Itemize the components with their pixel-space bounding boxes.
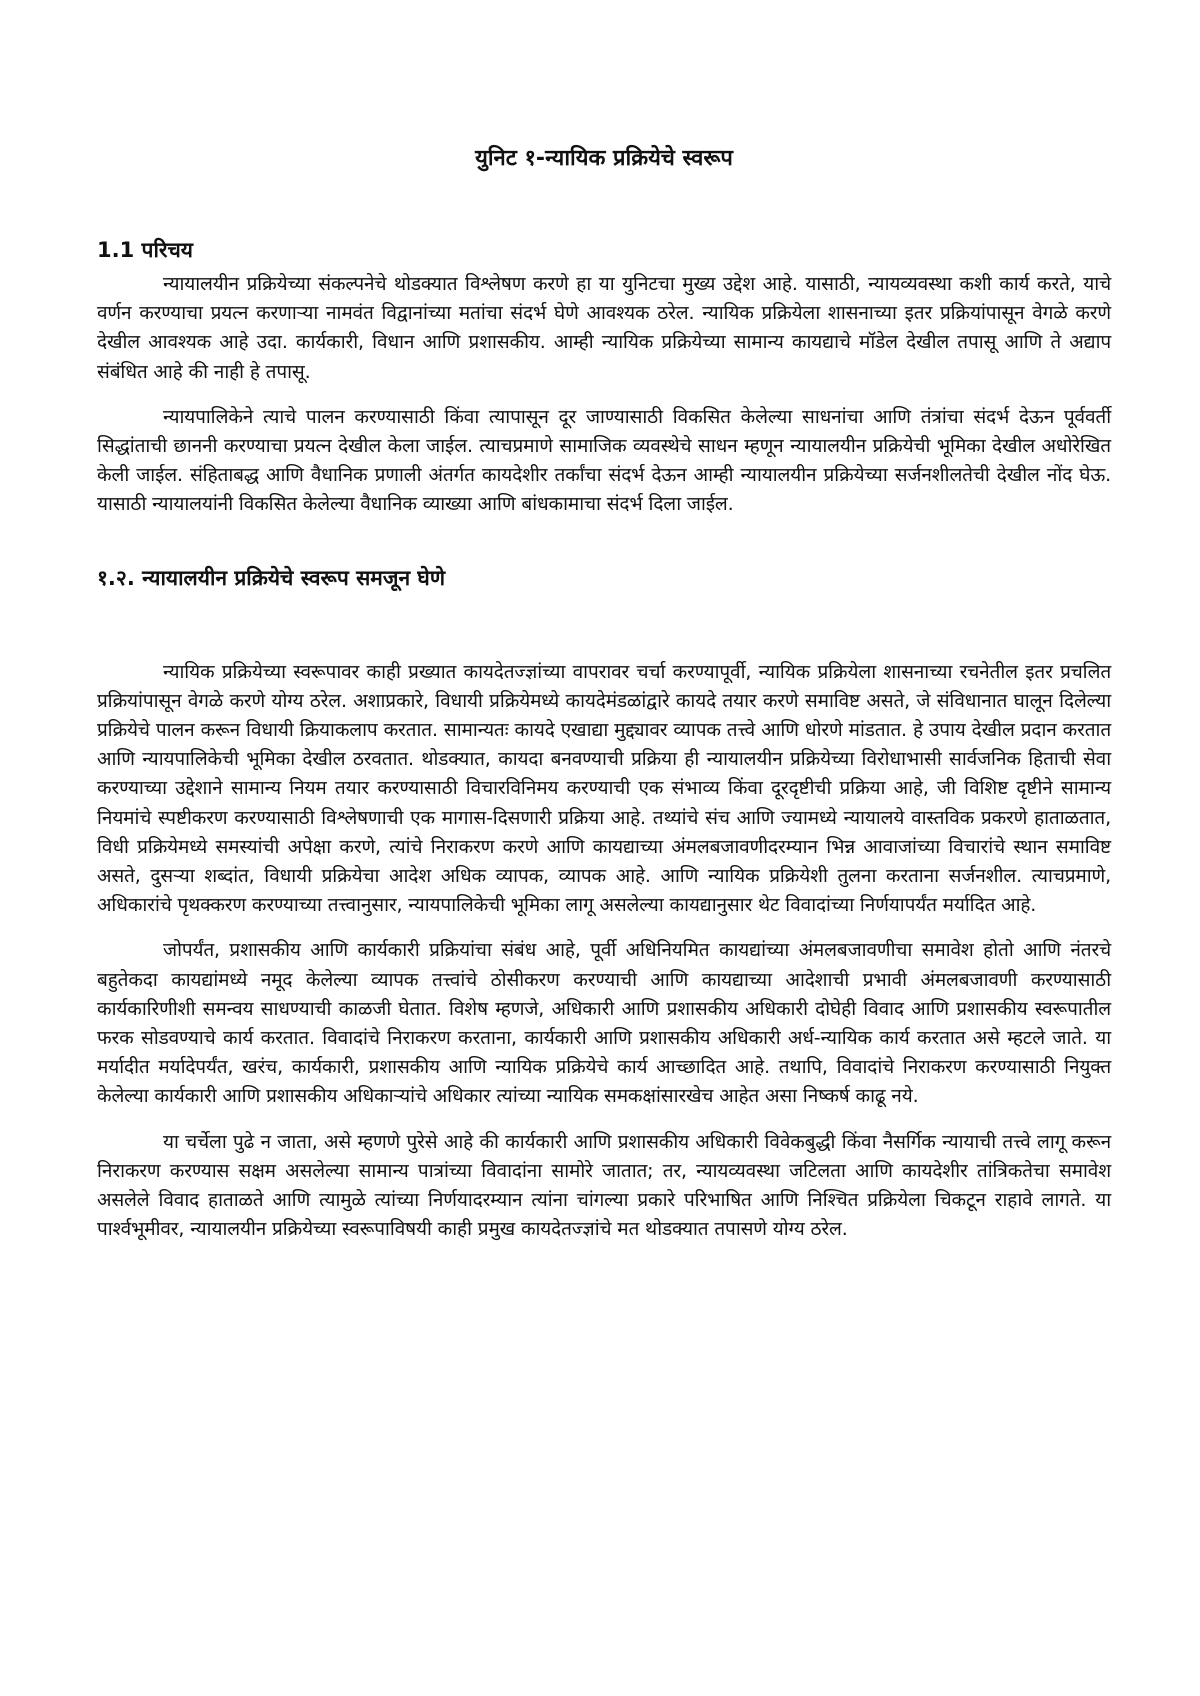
- paragraph-nature-1: न्यायिक प्रक्रियेच्या स्वरूपावर काही प्रख्यात कायदेतज्ज्ञांच्या वापरावर चर्चा करण्यापूर्वी, न्यायिक प्रक्रियेला शासनाच्या रचनेतील इतर प्रचलित प्रक्रियांपासून वेगळे करणे योग्य ठरेल. अशाप्रकारे, विधायी प्रक्रियेमध्ये कायदेमंडळांद्वारे कायदे तयार करणे समाविष्ट असते, जे संविधानात घालून दिलेल्या प्रक्रियेचे पालन करून विधायी क्रियाकलाप करतात. सामान्यतः कायदे एखाद्या मुद्द्यावर व्यापक तत्त्वे आणि धोरणे मांडतात. हे उपाय देखील प्रदान करतात आणि न्यायपालिकेची भूमिका देखील ठरवतात. थोडक्यात, कायदा बनवण्याची प्रक्रिया ही न्यायालयीन प्रक्रियेच्या विरोधाभासी सार्वजनिक हिताची सेवा करण्याच्या उद्देशाने सामान्य नियम तयार करण्यासाठी विचारविनिमय करण्याची एक संभाव्य किंवा दूरदृष्टीची प्रक्रिया आहे, जी विशिष्ट दृष्टीने सामान्य नियमांचे स्पष्टीकरण करण्यासाठी विश्लेषणाची एक मागास-दिसणारी प्रक्रिया आहे. तथ्यांचे संच आणि ज्यामध्ये न्यायालये वास्तविक प्रकरणे हाताळतात, विधी प्रक्रियेमध्ये समस्यांची अपेक्षा करणे, त्यांचे निराकरण करणे आणि कायद्याच्या अंमलबजावणीदरम्यान भिन्न आवाजांच्या विचारांचे स्थान समाविष्ट असते, दुसऱ्या शब्दांत, विधायी प्रक्रियेचा आदेश अधिक व्यापक, व्यापक आहे. आणि न्यायिक प्रक्रियेशी तुलना करताना सर्जनशील. त्याचप्रमाणे, अधिकारांचे पृथक्करण करण्याच्या तत्त्वानुसार, न्यायपालिकेची भूमिका लागू असलेल्या कायद्यानुसार थेट विवादांच्या निर्णयापर्यंत मर्यादित आहे.: [97, 660, 1111, 917]
- document-page: [97, 130, 1111, 1244]
- paragraph-nature-3: या चर्चेला पुढे न जाता, असे म्हणणे पुरेसे आहे की कार्यकारी आणि प्रशासकीय अधिकारी विवेकबुद्धी किंवा नैसर्गिक न्यायाची तत्त्वे लागू करून निराकरण करण्यास सक्षम असलेल्या सामान्य पात्रांच्या विवादांना सामोरे जातात; तर, न्यायव्यवस्था जटिलता आणि कायदेशीर तांत्रिकतेचा समावेश असलेले विवाद हाताळते आणि त्यामुळे त्यांच्या निर्णयादरम्यान त्यांना चांगल्या प्रकारे परिभाषित आणि निश्चित प्रक्रियेला चिकटून राहावे लागते. या पार्श्वभूमीवर, न्यायालयीन प्रक्रियेच्या स्वरूपाविषयी काही प्रमुख कायदेतज्ज्ञांचे मत थोडक्यात तपासणे योग्य ठरेल.: [97, 1130, 1111, 1241]
- paragraph-intro-2: न्यायपालिकेने त्याचे पालन करण्यासाठी किंवा त्यापासून दूर जाण्यासाठी विकसित केलेल्या साधनांचा आणि तंत्रांचा संदर्भ देऊन पूर्ववर्ती सिद्धांताची छाननी करण्याचा प्रयत्न देखील केला जाईल. त्याचप्रमाणे सामाजिक व्यवस्थेचे साधन म्हणून न्यायालयीन प्रक्रियेची भूमिका देखील अधोरेखित केली जाईल. संहिताबद्ध आणि वैधानिक प्रणाली अंतर्गत कायदेशीर तर्कांचा संदर्भ देऊन आम्ही न्यायालयीन प्रक्रियेच्या सर्जनशीलतेची देखील नोंद घेऊ. यासाठी न्यायालयांनी विकसित केलेल्या वैधानिक व्याख्या आणि बांधकामाचा संदर्भ दिला जाईल.: [97, 405, 1111, 516]
- section-heading-nature-of-judicial-process: १.२. न्यायालयीन प्रक्रियेचे स्वरूप समजून घेणे: [97, 565, 445, 590]
- paragraph-intro-1: न्यायालयीन प्रक्रियेच्या संकल्पनेचे थोडक्यात विश्लेषण करणे हा या युनिटचा मुख्य उद्देश आहे. यासाठी, न्यायव्यवस्था कशी कार्य करते, याचे वर्णन करण्याचा प्रयत्न करणाऱ्या नामवंत विद्वानांच्या मतांचा संदर्भ घेणे आवश्यक ठरेल. न्यायिक प्रक्रियेला शासनाच्या इतर प्रक्रियांपासून वेगळे करणे देखील आवश्यक आहे उदा. कार्यकारी, विधान आणि प्रशासकीय. आम्ही न्यायिक प्रक्रियेच्या सामान्य कायद्याचे मॉडेल देखील तपासू आणि ते अद्याप संबंधित आहे की नाही हे तपासू.: [97, 273, 1111, 383]
- section-heading-introduction: 1.1 परिचय: [97, 238, 193, 262]
- unit-title: युनिट १-न्यायिक प्रक्रियेचे स्वरूप: [475, 146, 733, 171]
- paragraph-nature-2: जोपर्यंत, प्रशासकीय आणि कार्यकारी प्रक्रियांचा संबंध आहे, पूर्वी अधिनियमित कायद्यांच्या अंमलबजावणीचा समावेश होतो आणि नंतरचे बहुतेकदा कायद्यांमध्ये नमूद केलेल्या व्यापक तत्त्वांचे ठोसीकरण करण्याची आणि कायद्याच्या आदेशाची प्रभावी अंमलबजावणी करण्यासाठी कार्यकारिणीशी समन्वय साधण्याची काळजी घेतात. विशेष म्हणजे, अधिकारी आणि प्रशासकीय अधिकारी दोघेही विवाद आणि प्रशासकीय स्वरूपातील फरक सोडवण्याचे कार्य करतात. विवादांचे निराकरण करताना, कार्यकारी आणि प्रशासकीय अधिकारी अर्ध-न्यायिक कार्य करतात असे म्हटले जाते. या मर्यादीत मर्यादेपर्यंत, खरंच, कार्यकारी, प्रशासकीय आणि न्यायिक प्रक्रियेचे कार्य आच्छादित आहे. तथापि, विवादांचे निराकरण करण्यासाठी नियुक्त केलेल्या कार्यकारी आणि प्रशासकीय अधिकाऱ्यांचे अधिकार त्यांच्या न्यायिक समकक्षांसारखेच आहेत असा निष्कर्ष काढू नये.: [97, 939, 1111, 1108]
